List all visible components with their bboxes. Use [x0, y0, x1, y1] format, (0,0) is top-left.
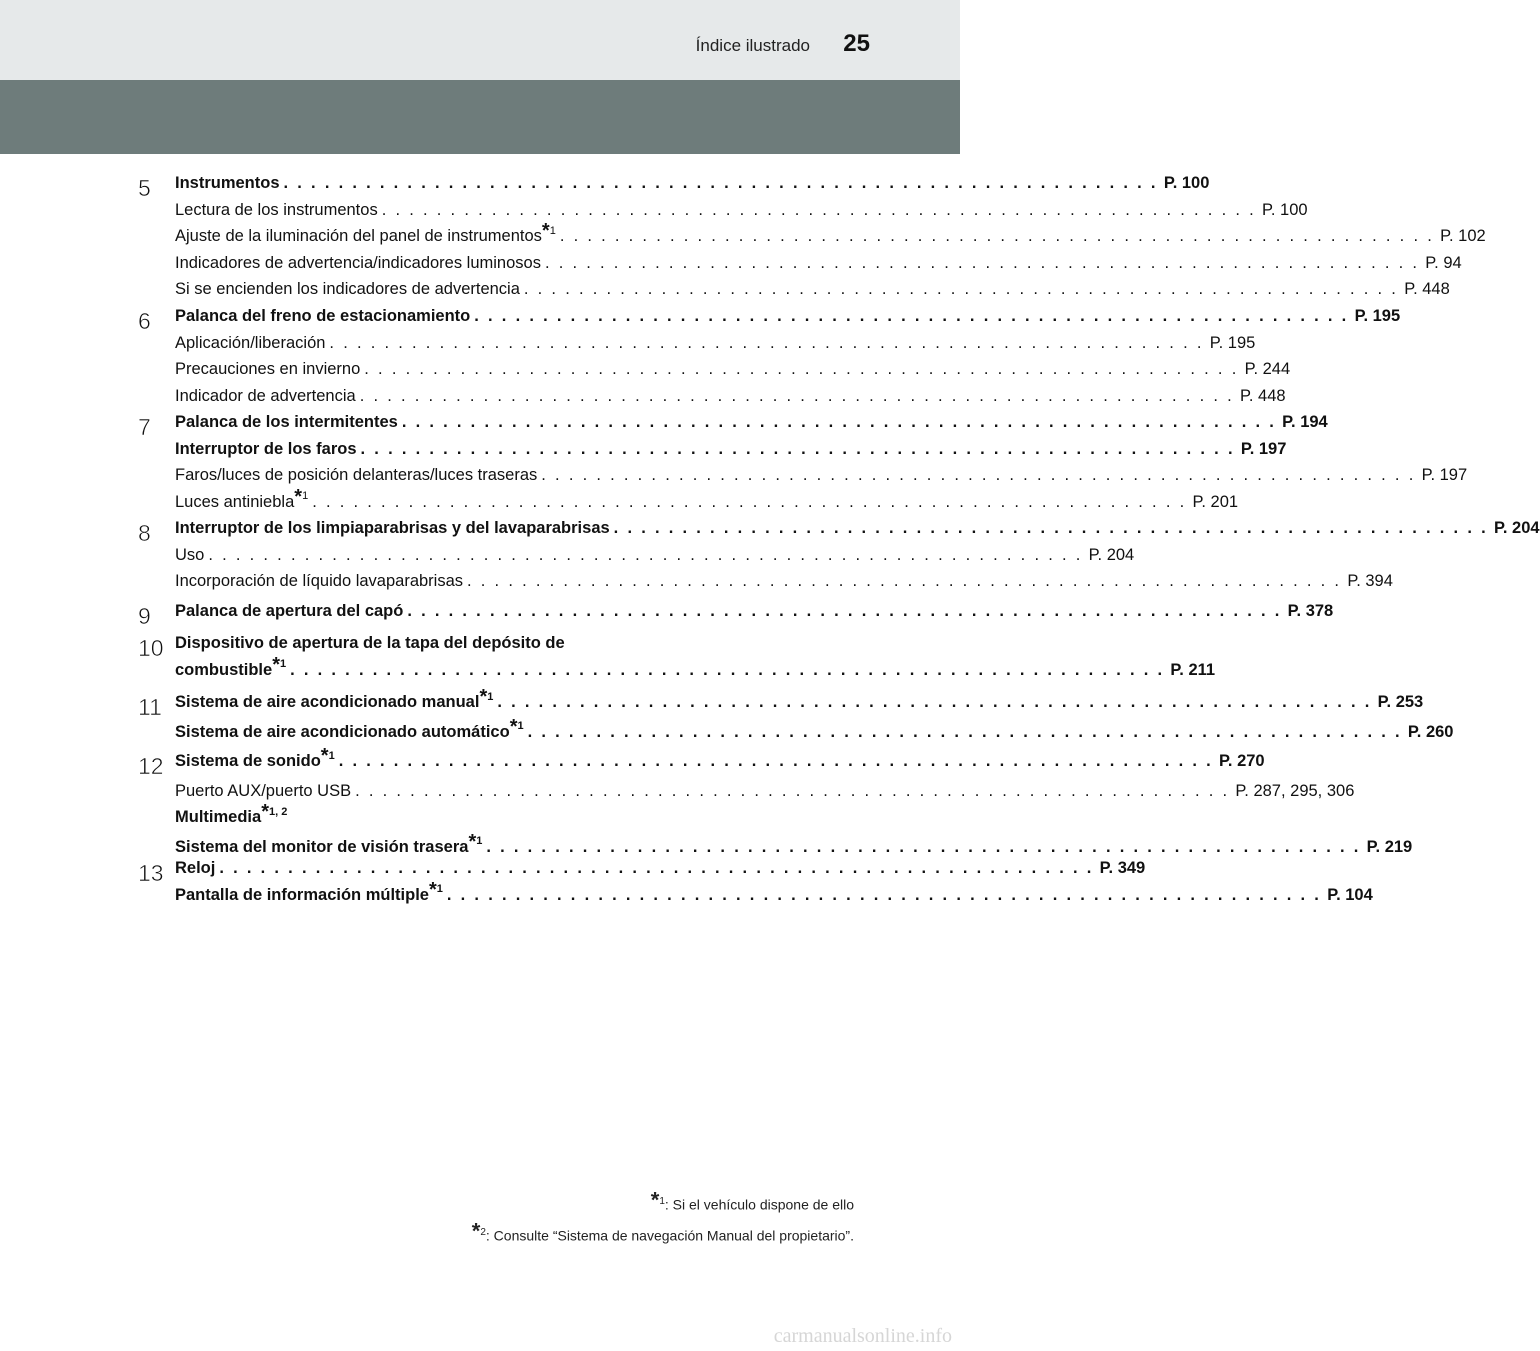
entry-label — [175, 878, 443, 907]
entry-label-text: Puerto AUX/puerto USB — [175, 781, 352, 800]
entry-label — [175, 305, 470, 328]
index-entry[interactable] — [175, 745, 1265, 773]
leader-dots: . . . . . . . . . . . . . . . . . . . . . . . . . . . . . . . . . . . . . . . . . . . . . . . . . . . . . . . . . . . . . . . . — [541, 466, 1416, 484]
page-reference: P. 100 — [1163, 174, 1210, 192]
entry-label — [175, 632, 565, 655]
entry-label — [175, 332, 325, 355]
page-reference: P. 211 — [1170, 660, 1216, 679]
watermark: carmanualsonline.info — [773, 1325, 952, 1347]
index-entry[interactable] — [175, 358, 1291, 381]
footnote-mark: 2 — [480, 1227, 486, 1238]
leader-dots: . . . . . . . . . . . . . . . . . . . . . . . . . . . . . . . . . . . . . . . . . . . . . . . . . . . . . . . . . . . . . . . . — [559, 227, 1435, 245]
footnote-ref: 1 — [328, 749, 335, 762]
entry-label-text: Reloj — [175, 859, 216, 877]
entry-label-text: Multimedia — [175, 808, 262, 826]
footnote-ref: 1 — [487, 690, 494, 703]
leader-dots: . . . . . . . . . . . . . . . . . . . . . . . . . . . . . . . . . . . . . . . . . . . . . . . . . . . . . . . . . . . . . . . . — [360, 439, 1235, 458]
entry-label — [175, 220, 556, 248]
leader-dots: . . . . . . . . . . . . . . . . . . . . . . . . . . . . . . . . . . . . . . . . . . . . . . . . . . . . . . . . . . . . . . . . — [208, 545, 1083, 564]
leader-dots: . . . . . . . . . . . . . . . . . . . . . . . . . . . . . . . . . . . . . . . . . . . . . . . . . . . . . . . . . . . . . . . . — [290, 660, 1165, 679]
footnote-ref: 1 — [302, 490, 309, 502]
leader-dots: . . . . . . . . . . . . . . . . . . . . . . . . . . . . . . . . . . . . . . . . . . . . . . . . . . . . . . . . . . . . . . . . — [544, 253, 1420, 272]
group-number: 8 — [138, 520, 151, 546]
leader-dots: . . . . . . . . . . . . . . . . . . . . . . . . . . . . . . . . . . . . . . . . . . . . . . . . . . . . . . . . . . . . . . . . — [364, 360, 1239, 378]
index-entry[interactable] — [175, 485, 1239, 514]
footnote-ref: 1 — [476, 835, 483, 847]
entry-label — [175, 199, 378, 222]
asterisk-icon: * — [261, 801, 269, 823]
footnote-text: : Consulte “Sistema de navegación Manual del propietario”. — [485, 1227, 854, 1244]
entry-label — [175, 686, 494, 714]
page-reference: P. 448 — [1240, 386, 1286, 405]
page-reference: P. 349 — [1099, 859, 1146, 877]
index-entry[interactable] — [175, 252, 1462, 275]
entry-label-text: Aplicación/liberación — [175, 333, 326, 352]
index-entry[interactable] — [175, 172, 1210, 195]
leader-dots: . . . . . . . . . . . . . . . . . . . . . . . . . . . . . . . . . . . . . . . . . . . . . . . . . . . . . . . . . . . . . . . . — [497, 693, 1372, 711]
index-entry[interactable] — [175, 780, 1355, 803]
footnote-2 — [471, 1218, 854, 1244]
index-entry[interactable] — [175, 570, 1393, 593]
page-number: 25 — [843, 30, 870, 57]
group-number: 7 — [138, 414, 151, 440]
entry-label — [175, 544, 204, 567]
index-entry[interactable] — [175, 857, 1146, 880]
index-entry[interactable] — [175, 715, 1454, 744]
index-entry[interactable] — [175, 801, 813, 829]
leader-dots: . . . . . . . . . . . . . . . . . . . . . . . . . . . . . . . . . . . . . . . . . . . . . . . . . . . . . . . . . . . . . . . . — [467, 572, 1342, 590]
entry-label — [175, 517, 610, 540]
entry-label — [175, 411, 398, 434]
entry-label-text: Precauciones en invierno — [175, 360, 361, 378]
asterisk-icon: * — [428, 878, 437, 901]
entry-label-text: Faros/luces de posición delanteras/luces traseras — [175, 466, 538, 484]
leader-dots: . . . . . . . . . . . . . . . . . . . . . . . . . . . . . . . . . . . . . . . . . . . . . . . . . . . . . . . . . . . . . . . . — [359, 386, 1234, 405]
entry-label-text: Palanca de los intermitentes — [175, 413, 398, 431]
section-banner — [0, 80, 960, 154]
entry-label-text: Sistema de aire acondicionado manual — [175, 693, 480, 711]
entry-label-text: Palanca del freno de estacionamiento — [175, 307, 471, 325]
group-number: 13 — [138, 860, 164, 886]
page-reference: P. 394 — [1347, 572, 1393, 590]
entry-label-text: Ajuste de la iluminación del panel de instrumentos — [175, 227, 542, 245]
index-entry[interactable] — [175, 199, 1308, 222]
group-number: 9 — [138, 603, 151, 629]
page-reference: P. 204 — [1088, 545, 1135, 564]
page-reference: P. 219 — [1366, 837, 1413, 856]
leader-dots: . . . . . . . . . . . . . . . . . . . . . . . . . . . . . . . . . . . . . . . . . . . . . . . . . . . . . . . . . . . . . . . . — [474, 307, 1349, 325]
entry-label-text: Uso — [175, 545, 205, 564]
entry-label — [175, 715, 524, 744]
page-reference: P. 195 — [1209, 333, 1256, 352]
entry-label — [175, 570, 463, 593]
index-entry[interactable] — [175, 544, 1135, 567]
footnote-ref: 1 — [436, 883, 443, 895]
entry-label-text: Indicador de advertencia — [175, 386, 356, 405]
index-entry[interactable] — [175, 686, 1424, 714]
footnote-ref: 1 — [279, 658, 287, 670]
group-number: 5 — [138, 175, 151, 201]
page-reference: P. 287, 295, 306 — [1235, 781, 1355, 800]
page-reference: P. 448 — [1404, 280, 1450, 298]
page-reference: P. 100 — [1262, 200, 1308, 219]
index-entry[interactable] — [175, 517, 1540, 540]
index-entry[interactable] — [175, 653, 1216, 682]
entry-label — [175, 464, 537, 487]
entry-label — [175, 385, 356, 408]
leader-dots: . . . . . . . . . . . . . . . . . . . . . . . . . . . . . . . . . . . . . . . . . . . . . . . . . . . . . . . . . . . . . . . . — [381, 200, 1256, 219]
asterisk-icon: * — [294, 485, 303, 508]
entry-label-text: Interruptor de los faros — [175, 439, 357, 458]
entry-label-text: Sistema del monitor de visión trasera — [175, 837, 469, 856]
leader-dots: . . . . . . . . . . . . . . . . . . . . . . . . . . . . . . . . . . . . . . . . . . . . . . . . . . . . . . . . . . . . . . . . — [527, 722, 1402, 741]
page-reference: P. 204 — [1493, 519, 1540, 537]
entry-label — [175, 485, 309, 514]
footnote-ref: 1, 2 — [268, 805, 288, 818]
leader-dots: . . . . . . . . . . . . . . . . . . . . . . . . . . . . . . . . . . . . . . . . . . . . . . . . . . . . . . . . . . . . . . . . — [401, 413, 1277, 431]
group-number: 11 — [138, 694, 162, 720]
entry-label-text: Interruptor de los limpiaparabrisas y del lavaparabrisas — [175, 519, 610, 537]
entry-label — [175, 600, 403, 623]
section-title: Índice ilustrado — [695, 36, 810, 55]
leader-dots: . . . . . . . . . . . . . . . . . . . . . . . . . . . . . . . . . . . . . . . . . . . . . . . . . . . . . . . . . . . . . . . . — [219, 859, 1094, 877]
asterisk-icon: * — [650, 1187, 660, 1213]
leader-dots: . . . . . . . . . . . . . . . . . . . . . . . . . . . . . . . . . . . . . . . . . . . . . . . . . . . . . . . . . . . . . . . . — [312, 492, 1187, 511]
asterisk-icon: * — [509, 715, 518, 738]
page-reference: P. 378 — [1287, 602, 1334, 620]
entry-label-text: Sistema de aire acondicionado automático — [175, 722, 510, 741]
page-reference: P. 197 — [1240, 439, 1287, 458]
page-reference: P. 253 — [1377, 693, 1424, 711]
index-entry[interactable] — [175, 411, 1328, 434]
entry-label-text: Lectura de los instrumentos — [175, 200, 378, 219]
index-entry[interactable] — [175, 385, 1286, 408]
asterisk-icon: * — [479, 686, 488, 708]
entry-label — [175, 438, 357, 461]
page-reference: P. 201 — [1192, 492, 1239, 511]
page-reference: P. 270 — [1219, 752, 1265, 770]
entry-label — [175, 358, 360, 381]
page-reference: P. 102 — [1440, 227, 1486, 245]
index-entry[interactable] — [175, 830, 1413, 859]
header-bar — [0, 0, 960, 80]
group-number: 10 — [138, 635, 164, 661]
index-entry[interactable] — [175, 878, 1373, 907]
entry-label — [175, 172, 280, 195]
entry-label — [175, 278, 520, 301]
leader-dots: . . . . . . . . . . . . . . . . . . . . . . . . . . . . . . . . . . . . . . . . . . . . . . . . . . . . . . . . . . . . . . . . — [407, 602, 1282, 620]
footnote-ref: 1 — [549, 224, 556, 237]
group-number: 6 — [138, 308, 151, 334]
index-entry[interactable] — [175, 600, 1334, 623]
index-entry[interactable] — [175, 220, 1486, 248]
group-number: 12 — [138, 753, 164, 779]
asterisk-icon: * — [471, 1218, 481, 1244]
leader-dots: . . . . . . . . . . . . . . . . . . . . . . . . . . . . . . . . . . . . . . . . . . . . . . . . . . . . . . . . . . . . . . . . — [486, 837, 1361, 856]
page-reference: P. 197 — [1421, 466, 1468, 484]
index-entry[interactable] — [175, 305, 1401, 328]
page-reference: P. 94 — [1425, 253, 1462, 272]
leader-dots: . . . . . . . . . . . . . . . . . . . . . . . . . . . . . . . . . . . . . . . . . . . . . . . . . . . . . . . . . . . . . . . . — [355, 781, 1230, 800]
entry-label-text: Indicadores de advertencia/indicadores luminosos — [175, 253, 541, 272]
entry-label-text: Dispositivo de apertura de la tapa del depósito de — [175, 634, 565, 652]
entry-label-text: Si se encienden los indicadores de advertencia — [175, 280, 520, 298]
entry-label — [175, 653, 287, 682]
asterisk-icon: * — [272, 653, 280, 676]
asterisk-icon: * — [541, 220, 550, 242]
asterisk-icon: * — [320, 745, 329, 767]
entry-label — [175, 830, 483, 859]
page-reference: P. 194 — [1282, 413, 1328, 431]
index-entry[interactable] — [175, 632, 813, 655]
asterisk-icon: * — [468, 830, 477, 853]
entry-label-text: Pantalla de información múltiple — [175, 885, 429, 904]
entry-label-text: Incorporación de líquido lavaparabrisas — [175, 572, 464, 590]
entry-label — [175, 857, 215, 880]
entry-label — [175, 780, 351, 803]
index-entry[interactable] — [175, 464, 1468, 487]
index-entry[interactable] — [175, 278, 1450, 301]
footnote-mark: 1 — [659, 1196, 665, 1207]
entry-label-text: combustible — [175, 660, 273, 679]
entry-label — [175, 745, 335, 773]
leader-dots: . . . . . . . . . . . . . . . . . . . . . . . . . . . . . . . . . . . . . . . . . . . . . . . . . . . . . . . . . . . . . . . . — [613, 519, 1488, 537]
page-reference: P. 244 — [1244, 360, 1291, 378]
index-entry[interactable] — [175, 332, 1256, 355]
entry-label — [175, 801, 288, 829]
entry-label — [175, 252, 541, 275]
page-reference: P. 195 — [1354, 307, 1401, 325]
entry-label-text: Luces antiniebla — [175, 492, 295, 511]
footnote-ref: 1 — [517, 720, 524, 732]
leader-dots: . . . . . . . . . . . . . . . . . . . . . . . . . . . . . . . . . . . . . . . . . . . . . . . . . . . . . . . . . . . . . . . . — [338, 752, 1214, 770]
entry-label-text: Instrumentos — [175, 174, 280, 192]
footnote-text: : Si el vehículo dispone de ello — [664, 1196, 854, 1213]
index-entry[interactable] — [175, 438, 1287, 461]
footnote-1 — [650, 1187, 854, 1213]
leader-dots: . . . . . . . . . . . . . . . . . . . . . . . . . . . . . . . . . . . . . . . . . . . . . . . . . . . . . . . . . . . . . . . . — [283, 174, 1158, 192]
page-reference: P. 260 — [1407, 722, 1454, 741]
entry-label-text: Palanca de apertura del capó — [175, 602, 404, 620]
entry-label-text: Sistema de sonido — [175, 752, 321, 770]
leader-dots: . . . . . . . . . . . . . . . . . . . . . . . . . . . . . . . . . . . . . . . . . . . . . . . . . . . . . . . . . . . . . . . . — [329, 333, 1204, 352]
leader-dots: . . . . . . . . . . . . . . . . . . . . . . . . . . . . . . . . . . . . . . . . . . . . . . . . . . . . . . . . . . . . . . . . — [446, 885, 1322, 904]
page-reference: P. 104 — [1327, 885, 1373, 904]
leader-dots: . . . . . . . . . . . . . . . . . . . . . . . . . . . . . . . . . . . . . . . . . . . . . . . . . . . . . . . . . . . . . . . . — [523, 280, 1399, 298]
